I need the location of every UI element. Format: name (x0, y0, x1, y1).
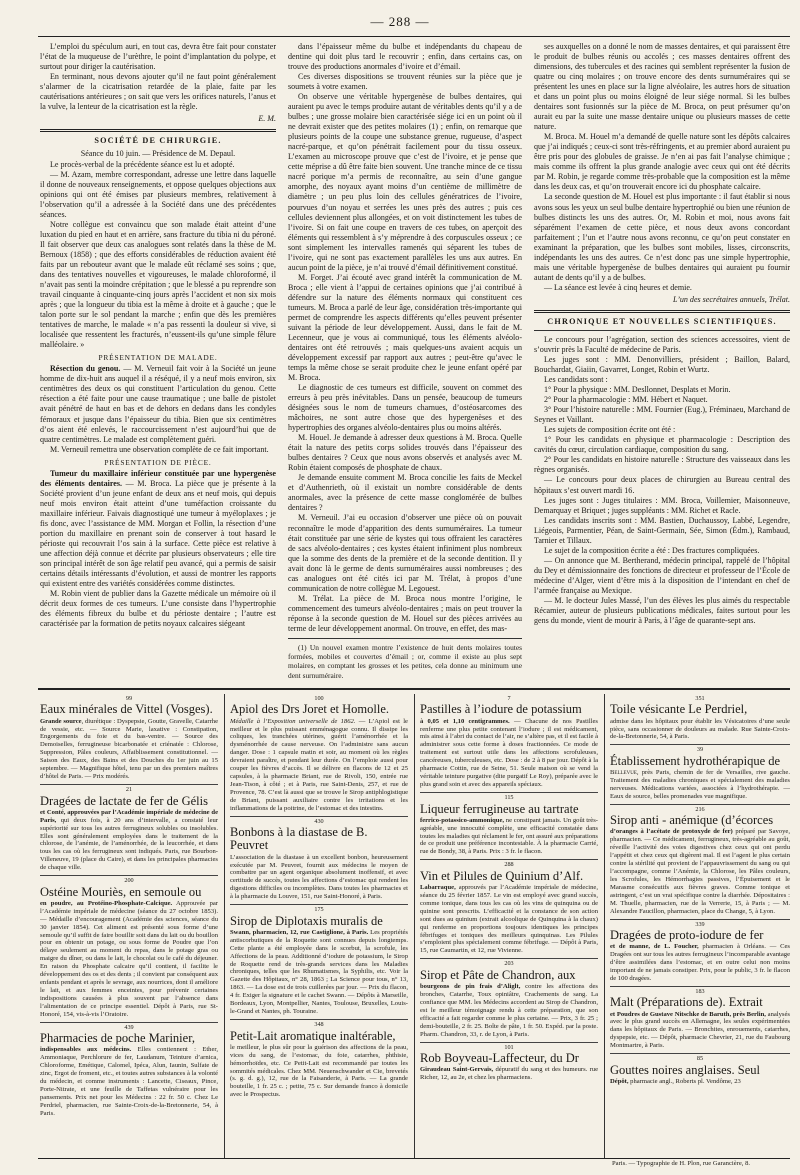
advertisement (420, 958, 598, 1038)
paragraph: M. Robin vient de publier dans la Gazette médicale un mémoire où il décrit deux formes de ces tumeurs. L’une consiste dans l’hypertrophie des éléments fibreux du bulbe et du périoste dentaire ; l’autre est caractérisée par la formation de petits noyaux calcaires siégeant (40, 589, 276, 629)
ad-separator (230, 816, 408, 817)
ad-lead: bourgeons de pin frais d’Aliglt, (420, 982, 521, 990)
ad-body: préparé par Savoye, pharmacien. — Ce médicament, ferrugineux, très-agréable au goût, réveille l’activité des voies digestives chez ceux qui ont perdu l’appétit et chez ceux qui digèrent mal. Il est l’agent le plus certain contre la stérilité qui provient de l’appauvrissement du sang ou qui l’accompagne, comme l’Anémie, la Chlorose, les Pâles couleurs, les Scrofules, les Hémorrhagies passives, l’Épuisement et le Marasme consécutifs aux fièvres graves. Comme tonique et astringent, c’est un vrai spécifique contre la diarrhée. Dépositaires : M. Thuelle, pharmacien, rue de la Verrerie, 15, à Paris ; — M. Alexandre Faucillon, pharmacien, place du Change, 5, à Lyon. (610, 828, 790, 915)
paragraph: 3° Pour l’histoire naturelle : MM. Fournier (Eug.), Fréminaeu, Marchand de Seynes et Vaillant. (534, 405, 790, 425)
ad-number: 85 (696, 1055, 704, 1063)
ad-separator (40, 784, 218, 785)
ad-title: Toile vésicante Le Perdriel, (610, 702, 748, 717)
paragraph: M. Verneuil. J’ai eu occasion d’observer une pièce où on pouvait reconnaître le mode d’apparition des dents surnuméraires. La tumeur était constituée par une série de kystes qui tous offraient les caractères de sacs alvéolo-dentaires ; ces kystes étaient infiniment plus nombreux que la somme des dents de la première et de la seconde dentition. Il y avait donc là le germe de dents surnuméraires aussi nombreuses ; des cas analogues ont été cités ici par M. Trélat, à propos d’une communication de notre collègue M. Legouest. (288, 513, 522, 593)
ad-body: Les propriétés antiscorbutiques de la Roquette sont connues depuis longtemps. Cette plante a été employée dans le scorbut, la scrofule, les Affections de la peau. Additionné d’iodure de potassium, le Sirop de Roquette rend de très-grands services dans les Maladies chroniques, telles que les Rhumatismes, la Syphilis, etc. Voir la Gazette des Hôpitaux, n° 28, 1863 ; La Science pour tous, n° 13, 1863. — La dose est de trois cuillerées par jour. — Prix du flacon, 4 fr. Exiger la signature et le cachet Swann. — Dépôts à Marseille, Bordeaux, Lyon, Montpellier, Nantes, Toulouse, Bruxelles, Louis-le-Grand et Nantes, ph. Touraine. (230, 928, 408, 1016)
advertisement (230, 695, 408, 813)
paragraph-body: — M. Verneuil fait voir à la Société un jeune homme de dix-huit ans auquel il a réséqué, il y a neuf mois environ, six centimètres des deux os qui constituent l’articulation du genou. Cette résection a été faite pour une cause traumatique ; une balle de pistolet avait pénétré de haut en bas et de dehors en dedans dans les condyles fémoraux et jusque dans l’épaisseur du tibia. Bien que six centimètres d’os aient été enlevés, le raccourcissement n’est aujourd’hui que de quatre centimètres. Le malade est complètement guéri. (40, 364, 276, 444)
paragraph-lead: Résection du genou. (50, 364, 121, 374)
ad-title: Malt (Préparations de). Extrait (610, 995, 763, 1010)
column-divider (224, 694, 225, 1158)
advertisement (610, 804, 790, 916)
ad-number: 39 (696, 746, 704, 754)
paragraph: Le concours pour l’agrégation, section des sciences accessoires, vient de s’ouvrir près la Faculté de médecine de Paris. (534, 335, 790, 355)
author-signature: E. M. (258, 114, 276, 124)
ad-title: Sirop et Pâte de Chandron, aux (420, 967, 576, 982)
ad-number: 348 (314, 1021, 324, 1029)
ad-separator (610, 986, 790, 987)
header-rule (38, 36, 790, 37)
ad-lead: Labarraque, (420, 883, 456, 891)
ad-body: Approuvée par l’Académie impériale de médecine (séance du 27 octobre 1853). — Médaille d’encouragement (Académie des sciences, séance du 30 janvier 1854). Cet aliment est présenté sous forme d’une semoule qu’il suffit de faire bouillir soit dans du lait ou du bouillon pour en obtenir un potage, ou sous forme de Poudre que l’on délaye seulement au moment du repas, dans le potage gras ou maigre du dîner, ou dans le lait, le chocolat ou le café du déjeuner. En raison du Phosphate calcaire qu’il contient, il facilite le développement des os et des dents ; il convient par conséquent aux enfants pendant et après le sevrage, aux nourrices, dont il améliore le lait, et aux femmes enceintes, pour prévenir certaines indispositions causées à plus souvent par l’absence dans l’alimentation de ce principe essentiel. Dépôt à Paris, rue St-Honoré, 154, vis-à-vis l’Oratoire. (40, 899, 218, 1018)
ad-separator (420, 792, 598, 793)
ad-lead: d’oranges à l’acétate de protoxyde de fer) (610, 828, 733, 836)
ad-number: 99 (125, 695, 133, 702)
paragraph: — M. Azam, membre correspondant, adresse une lettre dans laquelle il donne de nouveaux renseignements, et oppose quelques objections aux opinions qui ont été émises par plusieurs membres, relativement à l’observation qu’il a adressée à la Société dans une des précédentes séances. (40, 169, 276, 219)
advertisement (610, 986, 790, 1050)
ad-body: Elles contiennent : Ether, Ammoniaque, Perchlorure de fer, Laudanum, Teinture d’arnica, Chloroforme, Emétique, Calomel, Ipéca, Alun, Iaunin, Sulfate de zinc, Ergot de froment, etc., et toutes autres substances à la volonté du médecin, et comme instruments : Lancette, Ciseaux, Pince, Porte-Nitrate, et une feuille de Taffetas vulnéraire pour les pansements. Prix net pour les Médecins : 22 fr. 50 c. Chez Le Perdriel, pharmacien, rue Sainte-Croix-de-la-Bretonnerie, 54, à Paris. (40, 1046, 218, 1117)
session-line: Séance du 10 juin. — Présidence de M. Depaul. (80, 149, 236, 159)
advertisements-rule (38, 688, 790, 690)
footnote: (1) Un nouvel examen montre l’existence de huit dents molaires toutes formées, mobiles et couvertes d’émail ; or, comme il existe au plus sept molaires, en comptant les grosses et les petites, cela donne au minimum une dent surnuméraire. (288, 642, 522, 680)
paragraph: 1° Pour les candidats en physique et pharmacologie : Description des cavités du cœur, circulation cardiaque, composition du sang. (534, 435, 790, 455)
ad-body: contre les affections des bronches, Catarrhe, Toux opiniâtre, Crachements de sang. La confiance que MM. les Médecins accordent au Sirop de Chandron, est le meilleur témoignage rendu à cette préparation, que son efficacité a fait regarder comme le plus certaine. — Prix, 3 fr. 25 ; demi-bouteille, 2 fr. 25. Boîte de pâte, 1 fr. 50. Expéd. par la poste. Pharm. Chandron, 33, r. de Lyon, à Paris. (420, 982, 598, 1038)
paragraph: La seconde question de M. Houel est plus importante : il faut établir si nous avons sous les yeux un seul bulbe dentaire hypertrophié ou bien une réunion de bulbes distincts les uns des autres. Or, M. Robin et moi, nous avons fait séparément l’examen de cette pièce, et nous deux avons concordant parfaitement ; l’un et l’autre nous avons reconnu, ce qu’on peut constater en examinant la préparation, que les bulbes sont mobiles, lisses, circonscrits, indépendants les uns des autres. Ce n’est donc pas une simple hypertrophie, mais une véritable hypergenèse de bulbes dentaires qui auraient pu fournir autant de dents qu’il y a de bulbes. (534, 192, 790, 282)
paragraph: Les candidats sont : (544, 375, 608, 385)
ad-lead: Giraudeau Saint-Gervais, (420, 1066, 494, 1074)
ads-column-4 (610, 694, 790, 1158)
ad-body: dépuratif du sang et des humeurs. rue Richer, 12, au 2e, et chez les pharmaciens. (420, 1066, 598, 1082)
ad-number: 100 (314, 695, 324, 702)
ad-lead: Dépôt, (610, 1077, 629, 1085)
ad-number: 203 (504, 960, 514, 968)
advertisement (230, 1019, 408, 1099)
subsection-heading: PRÉSENTATION DE PIÈCE. (104, 457, 212, 467)
paragraph: — M. le docteur Jules Massé, l’un des élèves les plus aimés du respectable Récamier, auteur de plusieurs publications médicales, faites surtout pour les gens du monde, vient de mourir à Paris, à l’âge de quarante-sept ans. (534, 595, 790, 625)
paragraph: Notre collègue est convaincu que son malade était atteint d’une luxation du pied en haut et en arrière, sans fracture du tibia ni du péroné. Il fait observer que deux cas analogues sont relatés dans la thèse de M. Bernoux (1858) ; que des efforts considérables de réduction avaient été faits par un rebouteur avant que le malade eût réclamé ses soins ; que, dans des tentatives nouvelles et vigoureuses, le malade chloroformé, il n’avait pas senti la moindre crépitation ; que le blessé a pu reprendre son travail cinquante à cinquante-cinq jours après l’accident et non six mois après ; que la longueur du tibia est la même à droite et à gauche ; que le talon porte sur le sol pendant la marche ; enfin que dès les premières tentatives de marche, le malade « n’a pas ressenti la douleur si vive, si localisée que ressentent les fracturés, n’eussent-ils qu’une simple fêlure malléolaire. » (40, 219, 276, 350)
secretary-signature: L’un des secrétaires annuels, Trélat. (673, 294, 790, 304)
ad-separator (40, 875, 218, 876)
advertisement (610, 744, 790, 800)
paragraph (40, 364, 276, 444)
ad-title: Vin et Pilules de Quinium d’Alf. (420, 868, 584, 883)
paragraph: L’emploi du spéculum auri, en tout cas, devra être fait pour constater l’état de la muqueuse de l’urèthre, le point d’implantation du polype, et surtout pour diriger la cautérisation. (40, 42, 276, 72)
ad-number: 430 (314, 817, 324, 825)
paragraph: 1° Pour la physique : MM. Desllonnet, Desplats et Morin. (544, 385, 731, 395)
paragraph-body: — M. Broca. La pièce que je présente à la Société provient d’un jeune enfant de deux ans et neuf mois, qui depuis neuf mois environ était atteint d’une tuméfaction croissante du maxillaire inférieur. Faivais diagnostiqué une tumeur à myéloplaxes ; je fis donc, avec l’assistance de MM. Morgan et Follin, la résection d’une portion du maxillaire en prenant soin de conserver à tout hasard le périoste qui recouvrait l’os sain à la surface. Cette pièce est relative à une affection déjà connue et décrite par plusieurs observateurs ; elle tire son principal intérêt de son âge relatif peu avancé, qui a permis de saisir certains détails intéressants d’évolution, et aussi de montrer les rapports qui existent entre des variétés considérées comme distinctes. (40, 478, 276, 589)
paragraph-lead: Tumeur du maxillaire inférieur constituée par une hypergenèse des éléments dentaires. (40, 468, 276, 488)
paragraph: M. Houel. Je demande à adresser deux questions à M. Broca. Quelle était la nature des petits corps solides trouvés dans l’épaisseur des bulbes dentaires ? Ceux que nous avons observés et analysés avec M. Robin étaient composés de phosphate de chaux. (288, 433, 522, 473)
paragraph: — Le concours pour deux places de chirurgien au Bureau central des hôpitaux s’est ouvert mardi 16. (534, 475, 790, 495)
footer-rule (38, 1158, 790, 1159)
advertisement (420, 695, 598, 789)
ad-lead: et Conté, approuvées par l’Académie impériale de médecine de Paris, (40, 808, 218, 824)
paragraph: Les sujets de composition écrite ont été : (544, 425, 676, 435)
advertisement (610, 695, 790, 741)
column-1 (40, 42, 276, 682)
ad-title: Apiol des Drs Joret et Homolle. (230, 702, 390, 717)
ad-lead: en poudre, au Protéino-Phosphate-Calcique. (40, 899, 173, 907)
ad-body: pharmacien à Orléans. — Ces Dragées ont sur tous les autres ferrugineux l’incomparable avantage d’être assimilées dans l’estomac, et en outre celui non moins important de ne jamais constiper. Prix, pour le public, 3 fr. le flacon de 100 dragées. (610, 943, 790, 982)
ad-number: 439 (124, 1023, 134, 1031)
ad-body: , diurétique : Dyspepsie, Goutte, Gravelle, Catarrhe de vessie, etc. — Source Marie, laxative : Constipation, Engorgements du foie et du bas-ventre. — Source des Demoiselles, ferrugineuse bicarbonatée et criénatée : Chlorose, Suppression, Pâles couleurs, Affaiblissement constitutionnel. — Saison des Eaux, des Bains et des Douches du 1er juin au 15 septembre. — Magnifique hôtel, tenu par un des premiers maîtres d’hôtel de Paris. — Prix modérés. (40, 717, 218, 781)
paragraph: On observe une véritable hypergenèse de bulbes dentaires, qui auraient pu avec le temps produire autant de véritables dents qu’il y a de bulbes ; une grosse molaire bien caractérisée siége ici en un point où il ne devrait exister que des petites molaires (1) ; enfin, on remarque que plusieurs points de la coupe une substance grenue, rugueuse, d’aspect nacré-parque, et qu’on pénétrait facilement pour du tissu osseux. L’examen au microscope prouve que c’est de l’ivoire, et je pense que cette méprise a dû être faite bien souvent. Une tranche mince de ce tissu nacré porique m’a permis de reconnaître, au sein d’une gangue amorphe, des noyaux ayant moins d’un centième de millimètre de diamètre ; un peu plus loin des cellules génératrices de l’ivoire, pourvues d’un noyau et serrées les unes près des autres ; puis ces cellules deviennent plus allongées, et on voit distinctement les tubes de l’ivoire. Si on fait une coupe en travers de ces tubes, on aperçoit des éléments qui ressemblent à s’y méprendre à des corpuscules osseux ; ce sont simplement les intervalles ramenés qui séparent les tubes de l’ivoire, qui ne sont pas exactement parallèles les uns aux autres. En aucun point de la pièce, je n’ai trouvé d’émail définitivement constitué. (288, 92, 522, 272)
ad-title: Ostéine Mouriès, en semoule ou (40, 884, 202, 899)
ad-lead: Swann, pharmacien, 12, rue Castiglione, à Paris. (230, 928, 369, 936)
section-title: CHRONIQUE ET NOUVELLES SCIENTIFIQUES. (547, 316, 777, 326)
paragraph: M. Verneuil remettra une observation complète de ce fait important. (50, 444, 269, 454)
paragraph: Les candidats inscrits sont : MM. Bastien, Duchaussoy, Labbé, Legendre, Liégeois, Parmentier, Péan, de Saint-Germain, Sée, Simon (Édm.), Rambaud, Tarnier et Tillaux. (534, 515, 790, 545)
ad-title: Pharmacies de poche Marinier, (40, 1031, 195, 1046)
column-divider (414, 694, 415, 1158)
section-rule (534, 310, 790, 313)
ad-number: 288 (504, 861, 514, 869)
ad-title: Liqueur ferrugineuse au tartrate (420, 801, 579, 816)
paragraph: En terminant, nous devons ajouter qu’il ne faut point généralement s’alarmer de la cicatrisation retardée de la plaie, faite par les cautérisations antérieures ; on sait que vers les orifices naturels, l’anus et la vulve, la lenteur de la cicatrisation est la règle. (40, 72, 276, 112)
advertisement (610, 1053, 790, 1086)
paragraph: 2° Pour la pharmacologie : MM. Hébert et Naquet. (544, 395, 708, 405)
paragraph: Les juges sont : Juges titulaires : MM. Broca, Voillemier, Maisonneuve, Demarquay et Briquet ; juges suppléants : MM. Richet et Racle. (534, 495, 790, 515)
ad-number: 175 (314, 906, 324, 914)
ad-separator (610, 744, 790, 745)
ad-body: analysés avec le plus grand succès en Allemagne, les seules expérimentées dans les hôpitaux de Paris. — Bronchites, enrouements, catarrhes, dyspepsie, etc. — Dépôt, pharmacie Chevrier, 21, rue du Faubourg Montmartre, à Paris. (610, 1010, 790, 1050)
paragraph: — La séance est levée à cinq heures et demie. (544, 282, 692, 292)
paragraph: 2° Pour les candidats en histoire naturelle : Structure des vaisseaux dans les règnes organisés. (534, 455, 790, 475)
ad-number: 183 (695, 987, 705, 995)
advertisement (420, 792, 598, 856)
ad-lead: et de manne, de L. Foucher, (610, 943, 699, 951)
advertisement (40, 875, 218, 1019)
ad-title: Pastilles à l’iodure de potassium (420, 702, 582, 717)
ad-body: ne constipant jamais. Un goût très-agréable, une innocuité complète, une efficacité constatée dans toutes les maladies qui réclament le fer, ont assuré aux préparations de ce produit une préférence incontestable. À la pharmacie Carrié, rue de Bondy, 38, à Paris. Prix : 3 fr. le flacon. (420, 816, 598, 856)
page-number: — 288 — (370, 14, 430, 29)
section-rule (534, 330, 790, 331)
ad-title: Dragées de proto-iodure de fer (610, 928, 764, 943)
column-2 (288, 42, 522, 682)
ad-separator (420, 1042, 598, 1043)
ad-title: Sirop de Diplotaxis muralis de (230, 913, 383, 928)
ads-column-2 (230, 694, 408, 1158)
ad-title: Sirop anti - anémique (d’écorces (610, 813, 774, 828)
ad-number: 21 (125, 786, 133, 794)
paragraph: M. Trélat. La pièce de M. Broca nous montre l’origine, le commencement des tumeurs alvéolo-dentaires ; mais on peut trouver la réponse à la seconde question de M. Houel sur des pièces arrivées au terme de leur développement anormal. On trouve, en effet, des mas- (288, 593, 522, 633)
advertisement (40, 695, 218, 781)
ad-number: 339 (695, 920, 705, 928)
paragraph: M. Broca. M. Houel m’a demandé de quelle nature sont les dépôts calcaires que j’ai indiqués ; ceux-ci sont très-réfringents, et au premier abord auraient pu être pris pour des globules de graisse. Je n’en ai pas fait l’analyse chimique ; mais comme ils offrent la plus grande analogie avec ceux qui ont été décrits par M. Robin, je regarde comme très-probable que la composition est la même dans les deux cas, et qu’on trouverait encore ici du phosphate calcaire. (534, 132, 790, 192)
ad-body: L’association de la diastase à un excellent bonbon, heureusement exécutée par M. Peuvret, fournit aux médecins le moyen de combattre par un agent organique absolument inoffensif, et avec certitude de succès, toutes les affections d’estomac qui rendent les digestions difficiles ou incomplètes. Dans toutes les pharmacies et à la pharmacie du Louvre, 151, rue Saint-Honoré, à Paris. (230, 853, 408, 901)
ad-separator (610, 1053, 790, 1054)
paragraph (40, 469, 276, 589)
ad-lead: Bellevue, (610, 769, 639, 776)
column-3 (534, 42, 790, 682)
section-rule (40, 129, 276, 132)
advertisement (610, 919, 790, 983)
paragraph: Je demande ensuite comment M. Broca concilie les faits de Meckel et d’Authenrieth, où il existait un nombre considérable de dents anormales, avec la présence de cette masse conglomérée de bulbes dentaires ? (288, 473, 522, 513)
ad-title: Dragées de lactate de fer de Gélis (40, 793, 208, 808)
ad-lead: Grande source (40, 717, 82, 725)
paragraph: Le procès-verbal de la précédente séance est lu et adopté. (50, 159, 235, 169)
ad-body: qui deux fois, à 20 ans d’intervalle, a constaté leur supériorité sur tous les autres ferrugineux solubles ou insolubles. Elles sont généralement employées dans le traitement de la chlorose, de l’anémie, de l’aménorrhée, de la leucorrhée, et dans tous les cas où les ferrugineux sont indiqués. Paris, rue Bourbon-Villeneuve, 19 (place du Caire), et dans les principales pharmacies de chaque ville. (40, 816, 218, 872)
column-divider (604, 694, 605, 1158)
ad-number: 7 (507, 695, 511, 702)
ad-separator (230, 904, 408, 905)
advertisement (40, 1022, 218, 1118)
ad-lead: ferrico-potassico-ammonique, (420, 816, 505, 824)
subsection-heading: PRÉSENTATION DE MALADE. (98, 353, 218, 363)
ad-title: Gouttes noires anglaises. Seul (610, 1062, 760, 1077)
printer-imprint: Paris. — Typographie de H. Plon, rue Garancière, 8. (612, 1160, 751, 1167)
ad-number: 115 (504, 794, 514, 802)
ad-title: Rob Boyveau-Laffecteur, du Dr (420, 1050, 579, 1065)
ad-number: 200 (124, 877, 134, 885)
ad-title: Bonbons à la diastase de B. Peuvret (230, 825, 368, 853)
advertisement (40, 784, 218, 872)
ad-number: 351 (695, 695, 705, 702)
ad-title: Établissement hydrothérapique de (610, 753, 781, 768)
ad-number: 101 (504, 1043, 514, 1051)
ad-separator (610, 804, 790, 805)
ad-body: le meilleur, le plus sûr pour la guérison des affections de la peau, vices du sang, de l’estomac, du foie, catarrhes, phthisie, hémorrhoïdes, etc. Ce Petit-Lait est recommandé par toutes les sommités médicales. Chez MM. Neuenschwander et Cie, brevetés (s. g. d. g.), 12, rue de la Faisanderie, à Paris. — La grande bouteille, 1 fr. 25 c. ; petite, 75 c. Sur demande franco à domicile avec le Prospectus. (230, 1043, 408, 1099)
advertisement (420, 859, 598, 955)
ad-lead: indispensables aux médecins. (40, 1046, 132, 1054)
ad-title: Eaux minérales de Vittel (Vosges). (40, 702, 213, 717)
ad-separator (230, 1019, 408, 1020)
paragraph: M. Forget. J’ai écouté avec grand intérêt la communication de M. Broca ; elle vient à l’appui de certaines opinions que j’ai contribué à défendre sur la nature des éléments normaux qui constituent ces tumeurs. M. Broca a parlé de leur âge, considération très-importante qui permet de comprendre les aspects différents qu’elles peuvent présenter suivant la période de leur développement. Aussi, dans le fait de M. Lecenneur, que je vous ai communiqué, tous les éléments alvéolo-dentaires ont été retrouvés ; mais quelques-uns avaient acquis un développement excessif par rapport aux autres ; peut-être qu’avec le temps la même chose se serait produite chez le jeune enfant opéré par M. Broca. (288, 272, 522, 383)
ad-separator (610, 919, 790, 920)
ad-body: approuvés par l’Académie impériale de médecine, séance du 25 février 1857. Le vin est employé avec grand succès, comme tonique, dans tous les cas où les vins de quinquina ou de quinine sont prescrits. L’efficacité et la constance de son action sont dues au quinium (extrait alcoolique de Quinquina à la chaux) qui renferme en proportions toujours identiques les principes fébrifuges et toniques des meilleurs quinquinas. Les Pilules s’emploient plus spécialement comme fébrifuge. — Dépôt à Paris, 15, rue Caumartin, et 12, rue Vivienne. (420, 883, 598, 955)
paragraph: Le sujet de la composition écrite a été : Des fractures compliquées. (544, 545, 760, 555)
paragraph: Le diagnostic de ces tumeurs est difficile, souvent on commet des erreurs à peu près inévitables. Dans un pensée, beaucoup de tumeurs désignées sous le nom de tumeurs charnues, d’ostéosarcomes des mâchoires, ne sont autre chose que des hypergenèses et des hypertrophies des organes alvéolo-dentaires plus ou moins altérés. (288, 383, 522, 433)
ads-column-3 (420, 694, 598, 1158)
ad-body: — L’Apiol est le meilleur et le plus puissant emménagogue connu. Il dissipe les coliques, les tranchées utérines, guérit l’aménorrhée et la dysménorrhée de cause nerveuse. On l’administre sans aucun danger. Dose : 1 capsule matin et soir, au moment où les règles devraient paraître, et pendant leur durée. On l’emploie aussi pour couper les fièvres d’accès. Il se délivre en flacons de 12 et 25 capsules, à la pharmacie Briant, rue de Rivoli, 150, entrée rue Jean-Tison, à côté ; et à Paris, rue Saint-Denis, 257, et rue de Provence, 78. C’est là aussi que se trouve le Sirop antiphlogistique de Briant, puissant auxiliaire contre les irritations et les inflammations de la poitrine, de l’estomac et des intestins. (230, 717, 408, 812)
ad-lead: Médaille à l’Exposition universelle de 1862. (230, 717, 356, 725)
ad-body: pharmacie angl., Roberts pl. Vendôme, 23 (628, 1077, 741, 1085)
section-title: SOCIÉTÉ DE CHIRURGIE. (94, 136, 222, 146)
ad-lead: à 0,05 et 1,10 centigrammes. (420, 717, 510, 725)
advertisement (230, 904, 408, 1016)
footnote-rule (288, 638, 522, 639)
ad-body: — Chacune de nos Pastilles renferme une plus petite contenant l’iodure ; il est médicament, mis ainsi à l’abri du contact de l’air, ne s’altère pas, et il est facile à administrer sous cette forme à doses fractionnées. Ce mode de traitement est surtout utile dans les affections scrofuleuses, cancéreuses, tuberculeuses, etc. Dose : de 2 à 8 par jour. Dépôt à la pharmacie Cottin, rue de Seine, 51. Seule maison où se vend la véritable teinture purgative (dite purgatif Le Roy), préparée avec le plus grand soin et avec des appareils spéciaux. (420, 717, 598, 789)
advertisement (230, 816, 408, 901)
ad-separator (40, 1022, 218, 1023)
advertisement (420, 1042, 598, 1082)
ad-body: admise dans les hôpitaux pour établir les Vésicatoires d’une seule pièce, sans occasionner de douleurs au malade. Rue Sainte-Croix-de-la-Bretonnerie, 54, à Paris. (610, 717, 790, 741)
ads-column-1 (40, 694, 218, 1158)
paragraph: ses auxquelles on a donné le nom de masses dentaires, et qui paraissent être le produit de bulbes réunis ou accolés ; ces masses dentaires offrent des dimensions, des tubercules et des racines qui semblent représenter la fusion de quatre ou cinq molaires ; on trouve encore des dents surnuméraires qui se présentent les unes en place sur la ligne alvéolaire, les autres hors de situation et dans un point plus ou moins éloigné de leur siége normal. Si les bulbes dentaires sont fusionnés sur la pièce de M. Broca, on peut présumer qu’on aurait eu par la suite une masse dentaire unique ou plusieurs masses de cette nature. (534, 42, 790, 132)
paragraph: Ces diverses dispositions se trouvent réunies sur la pièce que je soumets à votre examen. (288, 72, 522, 92)
paragraph: — On annonce que M. Bertherand, médecin principal, rappelé de l’hôpital du Dey et démissionnaire des fonctions de directeur et professeur de l’École de médecine d’Alger, vient d’être mis à la disposition de l’intendant en chef de l’armée française au Mexique. (534, 555, 790, 595)
ad-separator (420, 958, 598, 959)
paragraph: Les juges sont : MM. Denonvilliers, président ; Baillon, Balard, Bouchardat, Giaiin, Gavarret, Longet, Robin et Wurtz. (534, 355, 790, 375)
ad-lead: et Poudres de Gustave Nitschke de Baruth, près Berlin, (610, 1010, 766, 1018)
paragraph: dans l’épaisseur même du bulbe et indépendants du chapeau de dentine qui doit plus tard le recouvrir ; enfin, dans certains cas, on trouve des productions anormales d’ivoire et d’émail. (288, 42, 522, 72)
ad-number: 216 (695, 805, 705, 813)
ad-body: près Paris, chemin de fer de Versailles, rive gauche. Traitement des maladies chroniques et spécialement des maladies nerveuses. Médications variées, associées à l’hydrothérapie. — Eaux de source, belles promenades vue magnifique. (610, 769, 790, 800)
ad-title: Petit-Lait aromatique inaltérable, (230, 1028, 396, 1043)
ad-separator (420, 859, 598, 860)
